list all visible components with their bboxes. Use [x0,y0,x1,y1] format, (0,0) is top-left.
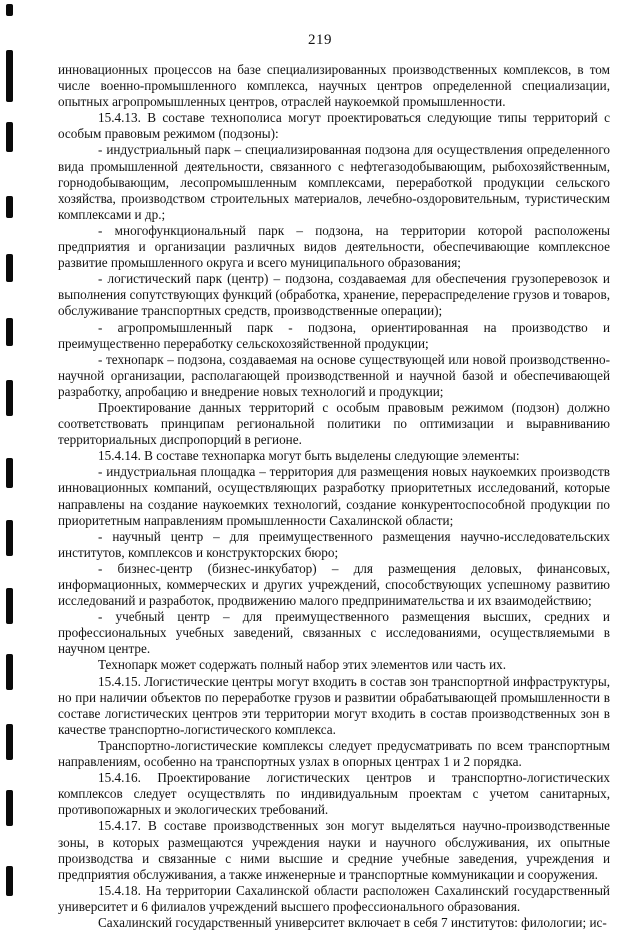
binding-hole [6,318,13,346]
list-item: - логистический парк (центр) – подзона, создаваемая для обеспечения грузоперевозок и выполнения сопутствующих функций (обработка, хранение, перераспределение грузов и товаров, обслуживание транспортных средств, производственные операции); [58,271,610,319]
binding-hole [6,50,13,102]
list-item: - многофункциональный парк – подзона, на территории которой расположены предприятия и организации различных видов деятельности, обеспечивающие комплексное развитие промышленного округа и всего муниципального образования; [58,222,610,271]
binding-hole [6,4,13,16]
paragraph: 15.4.14. В составе технопарка могут быть выделены следующие элементы: [98,448,520,464]
list-item: - индустриальная площадка – территория для размещения новых наукоемких производств инновационных компаний, осуществляющих разработку приоритетных исследований, которые направлены на создание наукоемких технологий, создание конкурентоспособной продукции по приоритетным направлениям промышленности Сахалинской области; [58,464,610,528]
paragraph: 15.4.13. В составе технополиса могут проектироваться следующие типы территорий с особым правовым режимом (подзоны): [58,110,610,142]
paragraph: Проектирование данных территорий с особым правовым режимом (подзон) должно соответствовать принципам региональной политики по оптимизации и выравниванию территориальных диспропорций в регионе. [58,399,610,448]
binding-hole [6,380,13,416]
paragraph: Сахалинский государственный университет включает в себя 7 институтов: филологии; ис- [98,914,607,930]
paragraph: Технопарк может содержать полный набор этих элементов или часть их. [98,657,507,673]
list-item: - технопарк – подзона, создаваемая на основе существующей или новой производственно-научной организации, располагающей производственной и научной базой и обеспечивающей разработку, апробацию и внедрение новых технологий и продукции; [58,351,610,399]
binding-hole [6,122,13,152]
paragraph: инновационных процессов на базе специализированных производственных комплексов, в том числе военно-промышленного комплекса, научных центров определенной специализации, опытных агропромышленных центров, отраслей наукоемкой промышленности. [58,62,610,110]
paragraph: 15.4.15. Логистические центры могут входить в состав зон транспортной инфраструктуры, но при наличии объектов по переработке грузов и развитии обрабатывающей промышленности в составе логистических центров эти территории могут входить в состав производственных зон в качестве транспортно-логистического комплекса. [58,673,610,737]
list-item: - агропромышленный парк - подзона, ориентированная на производство и преимущественно переработку сельскохозяйственной продукции; [58,319,610,351]
binding-hole [6,254,13,282]
list-item: - учебный центр – для преимущественного размещения высших, средних и профессиональных учебных заведений, связанных с исследованиями, осуществляемыми в научном центре. [58,609,610,657]
paragraph: 15.4.17. В составе производственных зон могут выделяться научно-производственные зоны, в которых размещаются учреждения науки и научного обслуживания, их опытные производства и связанные с ними высшие и средние учебные заведения, учреждения и предприятия обслуживания, а также инженерные и транспортные коммуникации и сооружения. [58,818,610,882]
paragraph: Транспортно-логистические комплексы следует предусматривать по всем транспортным направлениям, особенно на транспортных узлах в опорных центрах 1 и 2 порядка. [58,737,610,770]
binding-hole [6,790,13,826]
list-item: - научный центр – для преимущественного размещения научно-исследовательских институтов, комплексов и конструкторских бюро; [58,528,610,560]
paragraph: 15.4.16. Проектирование логистических центров и транспортно-логистических комплексов следует осуществлять по индивидуальным проектам с учетом санитарных, противопожарных и экологических требований. [58,770,610,818]
binding-hole [6,458,13,488]
binding-holes [6,0,14,905]
page-number: 219 [308,32,332,48]
binding-hole [6,588,13,624]
document-body [58,62,610,931]
list-item: - индустриальный парк – специализированная подзона для осуществления определенного вида промышленной деятельности, связанного с нефтегазодобывающим, рыбохозяйственным, горнодобывающим, лесопромышленным комплексами, переработкой продукции сельского хозяйства, производством строительных материалов, лечебно-оздоровительным, туристическим комплексами и др.; [58,142,610,222]
binding-hole [6,866,13,896]
binding-hole [6,196,13,218]
binding-hole [6,724,13,760]
binding-hole [6,520,13,556]
paragraph: 15.4.18. На территории Сахалинской области расположен Сахалинский государственный университет и 6 филиалов учреждений высшего профессионального образования. [58,882,610,914]
list-item: - бизнес-центр (бизнес-инкубатор) – для размещения деловых, финансовых, информационных, коммерческих и других учреждений, способствующих успешному развитию исследований и разработок, продвижению малого предпринимательства и их взаимодействию; [58,560,610,609]
binding-hole [6,654,13,690]
